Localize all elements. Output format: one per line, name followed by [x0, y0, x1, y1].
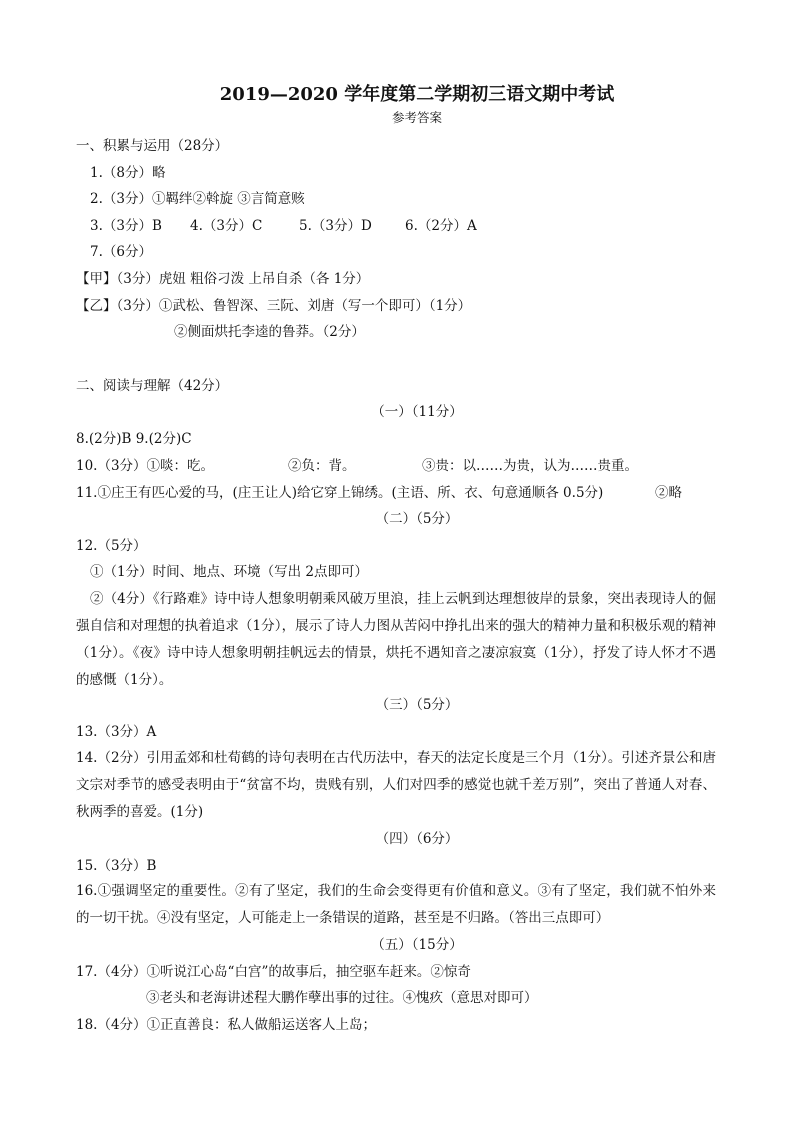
answer-q15: 15.（3分）B: [76, 858, 157, 874]
jia-text: （3分）虎妞 粗俗刁泼 上吊自杀（各 1分）: [116, 271, 370, 287]
answer-q11-a: 11.①庄王有匹心爱的马，(庄王让人)给它穿上锦绣。(主语、所、衣、句意通顺各 0.5分): [76, 485, 604, 501]
answer-q3: 3.（3分）B: [90, 218, 162, 234]
answer-q17: 17.（4分）①听说江心岛“白宫”的故事后，抽空驱车赶来。②惊奇: [76, 964, 471, 980]
part5-heading: （五）（15分）: [371, 937, 463, 953]
answer-q12-2: ②（4分）《行路难》诗中诗人想象明朝乘风破万里浪，挂上云帆到达理想彼岸的景象，突出表现诗人的倔强自信和对理想的执着追求（1分），展示了诗人力图从苦闷中挣扎出来的强大的精神力量和积极乐观的精神（1分）。《夜》诗中诗人想象明朝挂帆远去的情景，烘托不遇知音之凄凉寂寞（1分），抒发了诗人怀才不遇的感慨（1分）。: [76, 591, 716, 688]
part2-heading: （二）（5分）: [375, 511, 459, 527]
answer-q7-yi: [76, 296, 471, 316]
answer-q12-1: ①（1分）时间、地点、环境（写出 2点即可）: [90, 564, 368, 580]
yi-text: （3分）①武松、鲁智深、三阮、刘唐（写一个即可）（1分）: [116, 298, 472, 314]
answer-q13: 13.（3分）A: [76, 724, 157, 740]
jia-label: 【甲】: [76, 271, 117, 287]
answer-q4: 4.（3分）C: [190, 218, 263, 234]
answer-q5: 5.（3分）D: [299, 218, 372, 234]
answer-q7: 7.（6分）: [90, 244, 152, 260]
answer-q10-a: 10.（3分）①啖：吃。: [76, 458, 215, 474]
answer-q7-jia: [76, 269, 369, 289]
page-title: 2019—2020 学年度第二学期初三语文期中考试: [219, 84, 615, 105]
answer-q17-b: ③老头和老海讲述程大鹏作孽出事的过往。④愧疚（意思对即可）: [146, 990, 538, 1006]
answer-q6: 6.（2分）A: [405, 218, 477, 234]
page-subtitle: 参考答案: [391, 110, 442, 125]
section2-heading: 二、阅读与理解（42分）: [76, 378, 229, 394]
yi-label: 【乙】: [76, 298, 117, 314]
answer-q14: 14.（2分）引用孟郊和杜荀鹤的诗句表明在古代历法中，春天的法定长度是三个月（1分）。引述齐景公和唐文宗对季节的感受表明由于“贫富不均，贵贱有别，人们对四季的感觉也就千差万别”，突出了普通人对春、秋两季的喜爱。(1分): [76, 750, 716, 820]
answer-q2: 2.（3分）①羁绊②斡旋 ③言简意赅: [90, 191, 305, 207]
answer-q10-c: ③贵：以……为贵，认为……贵重。: [422, 458, 638, 474]
answer-q10-b: ②负：背。: [288, 458, 356, 474]
part3-heading: （三）（5分）: [375, 697, 459, 713]
answer-q7-yi-2: ②侧面烘托李逵的鲁莽。（2分）: [174, 324, 365, 340]
part1-heading: （一）（11分）: [371, 404, 463, 420]
answer-q11-b: ②略: [655, 485, 682, 501]
answer-q8-9: 8.(2分)B 9.(2分)C: [76, 431, 192, 447]
answer-q1: 1.（8分）略: [90, 165, 166, 181]
answer-q18: 18.（4分）①正直善良：私人做船运送客人上岛；: [76, 1017, 377, 1033]
section1-heading: 一、积累与运用（28分）: [76, 138, 229, 154]
answer-q16: 16.①强调坚定的重要性。②有了坚定，我们的生命会变得更有价值和意义。③有了坚定，我们就不怕外来的一切干扰。④没有坚定，人可能走上一条错误的道路，甚至是不归路。（答出三点即可）: [76, 883, 716, 926]
part4-heading: （四）（6分）: [375, 831, 459, 847]
answer-q12: 12.（5分）: [76, 538, 147, 554]
